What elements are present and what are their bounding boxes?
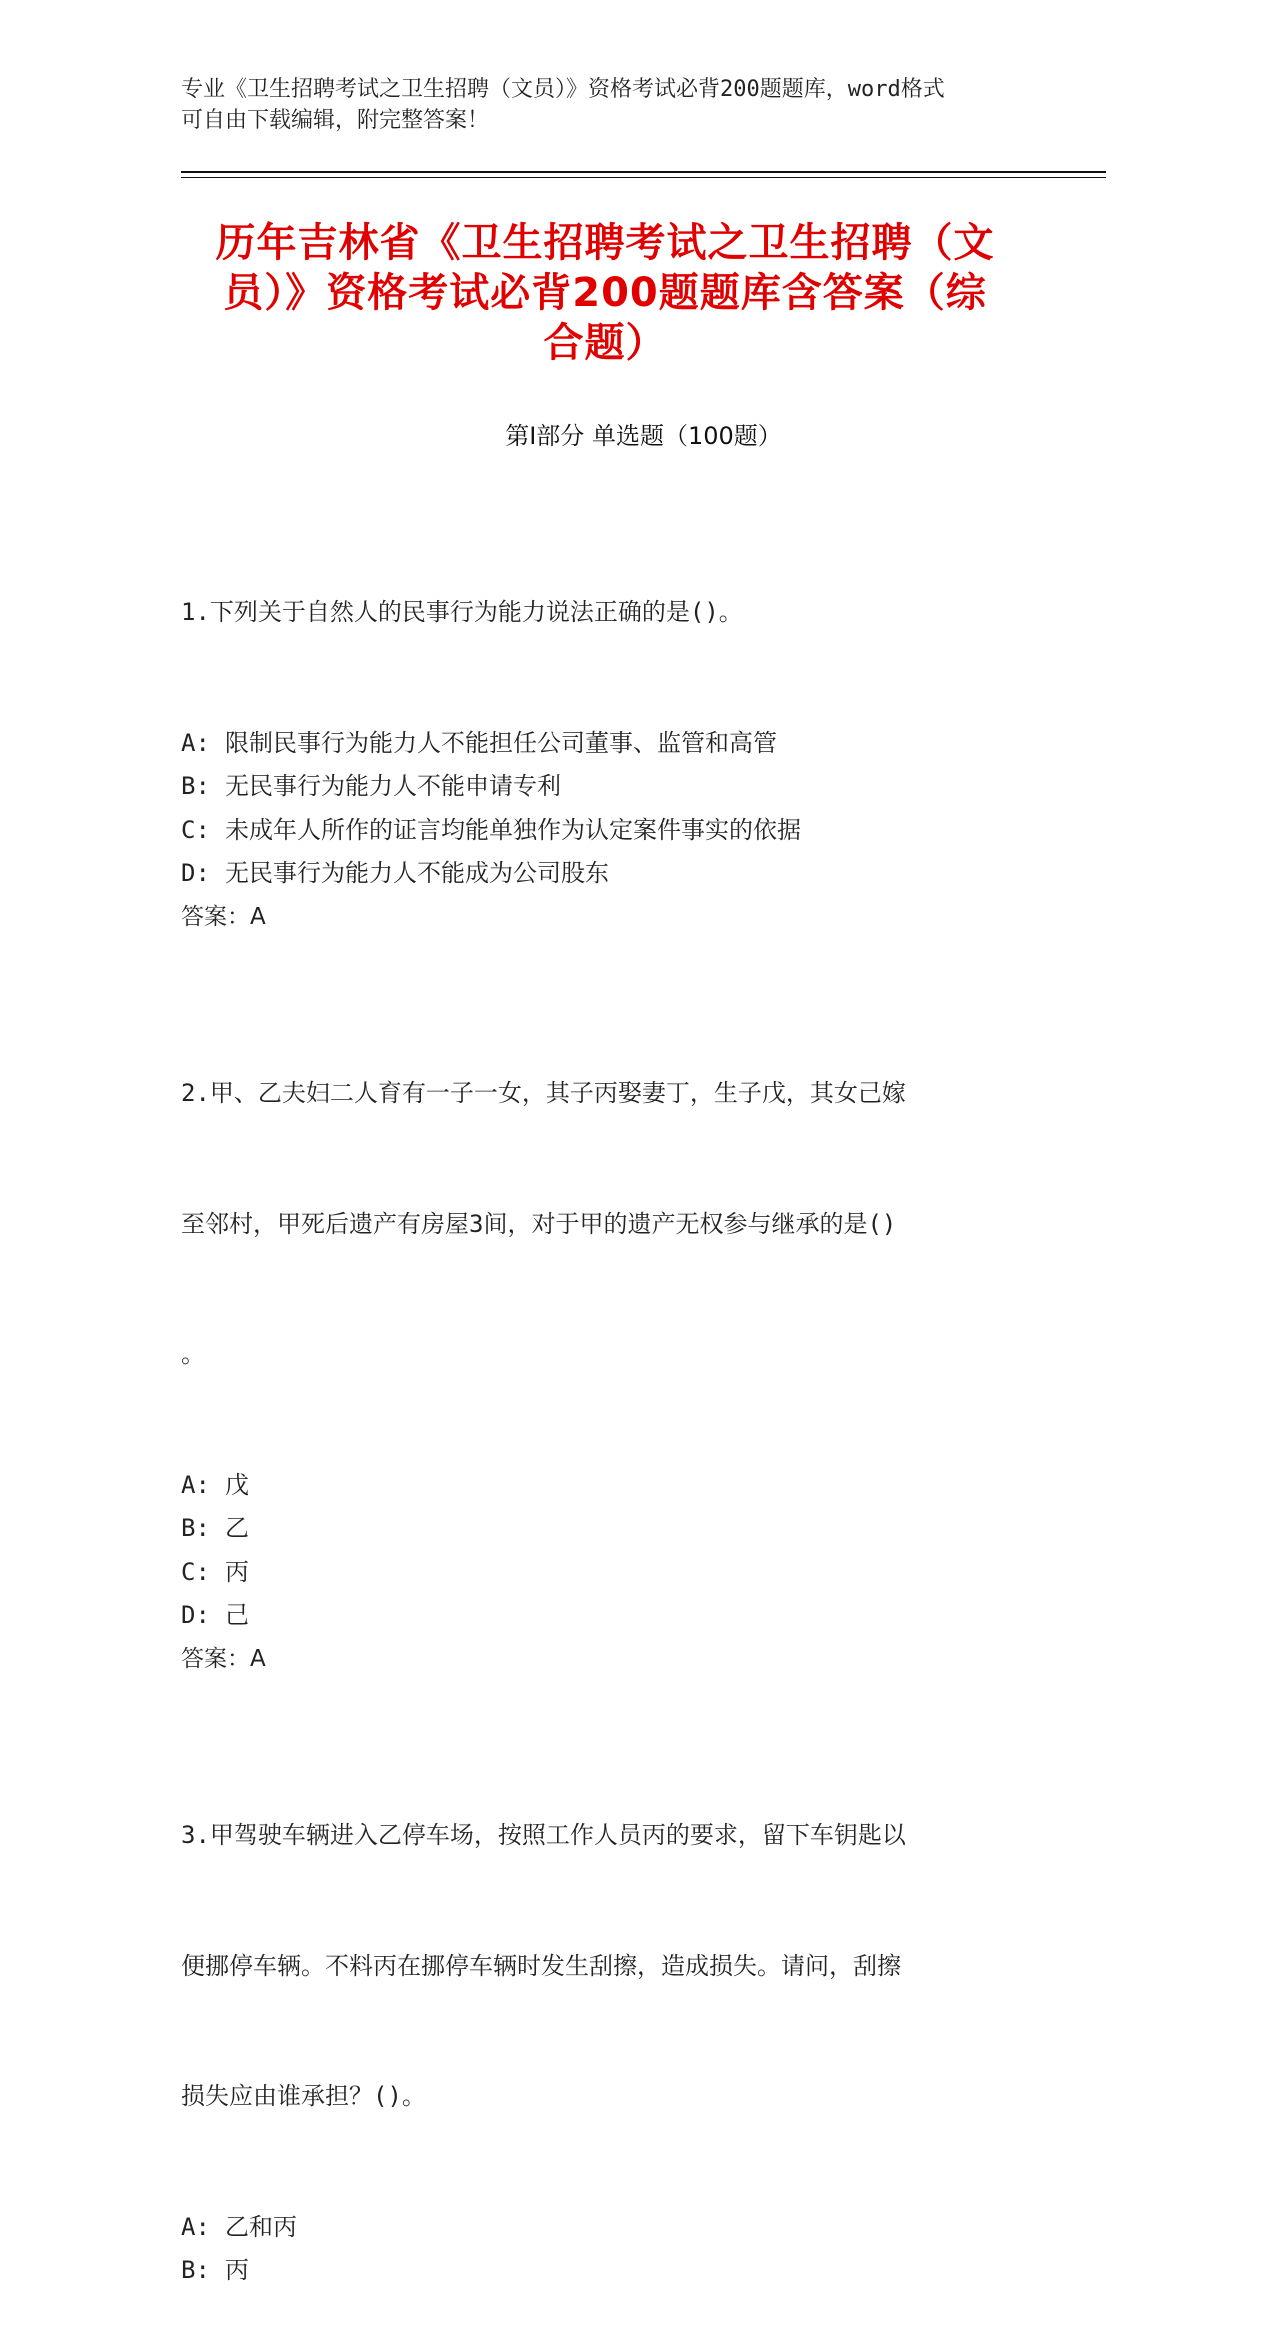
option-key: D: [181, 1601, 210, 1629]
option-key: C: [181, 815, 210, 844]
option-c [181, 809, 1041, 853]
option-a [181, 722, 1041, 766]
answer-line: 答案：A [181, 903, 266, 930]
option-text: 未成年人所作的证言均能单独作为认定案件事实的依据 [225, 815, 801, 844]
question-stem [181, 504, 1041, 722]
option-text: 己 [225, 1601, 249, 1629]
option-key: C: [181, 1557, 210, 1586]
option-a [181, 2206, 1041, 2250]
option-c [181, 1551, 1041, 1595]
option-key: A: [181, 1470, 210, 1499]
option-key: B: [181, 2256, 210, 2284]
option-d [181, 1594, 1041, 1638]
option-text: 丙 [225, 2256, 249, 2284]
question-stem [181, 985, 1041, 1464]
option-text: 无民事行为能力人不能申请专利 [225, 772, 561, 800]
option-key: B: [181, 1514, 210, 1542]
stem-line: 至邻村，甲死后遗产有房屋3间，对于甲的遗产无权参与继承的是() [181, 1209, 897, 1238]
title-line: 历年吉林省《卫生招聘考试之卫生招聘（文 [215, 220, 995, 266]
answer-line: 答案：A [181, 1645, 266, 1672]
stem-line: 1.下列关于自然人的民事行为能力说法正确的是()。 [181, 598, 743, 626]
header-note-line: 专业《卫生招聘考试之卫生招聘（文员）》资格考试必背200题题库，word格式 [181, 77, 945, 102]
stem-line: 便挪停车辆。不料丙在挪停车辆时发生刮擦，造成损失。请问，刮擦 [181, 1951, 901, 1980]
option-text: 乙和丙 [225, 2212, 297, 2241]
option-key: B: [181, 772, 210, 800]
section-title: 第Ⅰ部分 单选题（100题） [505, 422, 782, 450]
header-divider-thin [181, 177, 1106, 178]
option-key: A: [181, 728, 210, 757]
question-item [181, 985, 1041, 1681]
header-note-line: 可自由下载编辑，附完整答案！ [181, 108, 490, 133]
stem-line: 2.甲、乙夫妇二人育有一子一女，其子丙娶妻丁，生子戊，其女己嫁 [181, 1079, 906, 1107]
option-text: 乙 [225, 1514, 249, 1542]
stem-line: 。 [181, 1340, 205, 1368]
stem-line: 损失应由谁承担？()。 [181, 2082, 426, 2110]
question-list [181, 504, 1041, 2339]
header-divider-thick [181, 171, 1106, 173]
title-line: 合题） [543, 320, 667, 366]
stem-line: 3.甲驾驶车辆进入乙停车场，按照工作人员丙的要求，留下车钥匙以 [181, 1821, 906, 1849]
option-text: 丙 [225, 1557, 249, 1586]
question-stem [181, 1727, 1041, 2206]
option-key: A: [181, 2212, 210, 2241]
title-line: 员）》资格考试必背200题题库含答案（综 [223, 270, 987, 316]
option-b [181, 2249, 1041, 2293]
option-b [181, 765, 1041, 809]
option-d [181, 852, 1041, 896]
option-text: 戊 [225, 1470, 249, 1499]
header-note [181, 74, 1041, 136]
option-a [181, 1464, 1041, 1508]
question-item [181, 504, 1041, 939]
option-b [181, 1507, 1041, 1551]
option-text: 无民事行为能力人不能成为公司股东 [225, 859, 609, 887]
document-title [170, 218, 1040, 368]
question-item [181, 1727, 1041, 2293]
option-text: 限制民事行为能力人不能担任公司董事、监管和高管 [225, 728, 777, 757]
option-key: D: [181, 859, 210, 887]
